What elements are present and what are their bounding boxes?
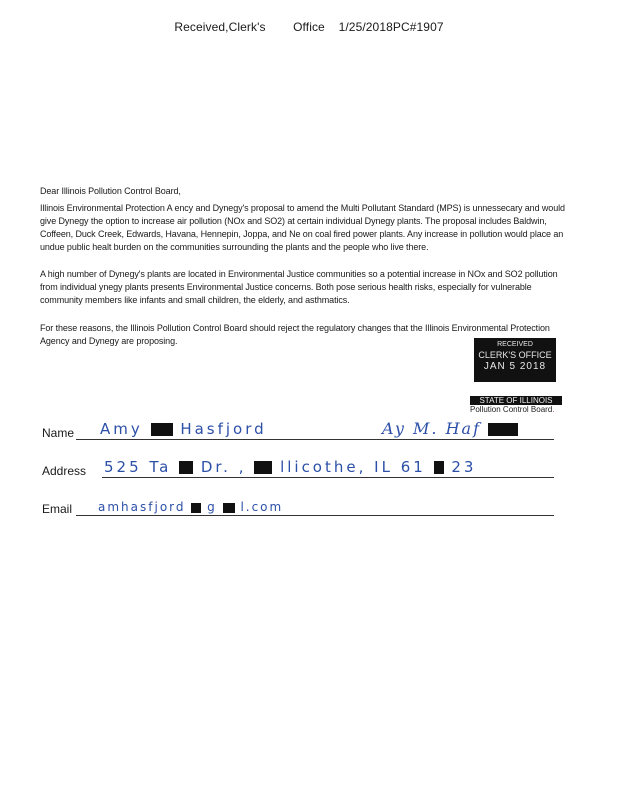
address-label: Address <box>42 464 87 478</box>
paragraph-2 <box>40 268 576 307</box>
paragraph-3-text: For these reasons, the Illinois Pollution Control Board should reject the regulatory changes that the Illinois Environmental Protection Agency and Dynegy are proposing. <box>40 323 550 346</box>
redaction <box>488 423 518 436</box>
stamp-received: RECEIVED <box>497 341 533 348</box>
paragraph-1-text: Illinois Environmental Protection A ency and Dynegy's proposal to amend the Multi Pollutant Standard (MPS) is unnessecary and would give Dynegy the option to increase air pollution (NOx and SO2) at certain individual Dynegy plants. The proposal includes Baldwin, Coffeen, Duck Creek, Edwards, Havana, Hennepin, Joppa, and Ne on coal fired power plants. Any increase in pollution would place an undue public healt burden on the communities surrounding the plants and the people who live there. <box>40 203 565 252</box>
redaction <box>191 503 201 513</box>
received-header <box>0 20 618 34</box>
stamp-state: STATE OF ILLINOIS <box>470 396 562 405</box>
state-stamp <box>470 396 562 414</box>
stamp-board-text: Pollution Control Board <box>470 405 553 414</box>
redaction <box>151 423 173 436</box>
received-text: Received,Clerk's <box>174 20 266 34</box>
salutation: Dear Illinois Pollution Control Board, <box>40 186 181 196</box>
name-field <box>42 414 562 442</box>
paragraph-1 <box>40 202 576 254</box>
address-part-b: Dr. , <box>200 458 247 476</box>
signature-text: Ay M. Haf <box>382 419 481 438</box>
paragraph-2-text: A high number of Dynegy's plants are located in Environmental Justice communities so a potential increase in NOx and SO2 pollution from individual ynegy plants presents Environmental Justice concerns. Both pose serious health risks, especially for vulnerable community members like infants and small children, the elderly, and asthmatics. <box>40 269 558 305</box>
address-line <box>102 477 554 478</box>
redaction <box>434 461 444 474</box>
clerk-office-stamp <box>474 338 556 382</box>
redaction <box>254 461 272 474</box>
email-part-c: l.com <box>240 500 284 514</box>
email-label: Email <box>42 502 73 516</box>
name-line <box>76 439 554 440</box>
stamp-date: JAN 5 2018 <box>483 361 547 372</box>
email-field <box>42 490 562 518</box>
email-part-a: amhasfjord <box>98 500 186 514</box>
pc-number: 1/25/2018PC#1907 <box>338 20 444 34</box>
address-part-a: 525 Ta <box>104 458 172 476</box>
address-field <box>42 452 562 480</box>
name-label: Name <box>42 426 75 440</box>
stamp-red-mark: . <box>552 405 555 414</box>
redaction <box>223 503 235 513</box>
email-line <box>76 515 554 516</box>
name-last: Hasfjord <box>180 420 267 438</box>
stamp-board <box>470 405 562 414</box>
email-part-b: g <box>207 500 217 514</box>
redaction <box>179 461 193 474</box>
name-first: Amy <box>100 420 143 438</box>
name-handwriting <box>100 420 267 438</box>
signature <box>382 419 518 438</box>
address-part-d: 23 <box>451 458 477 476</box>
email-handwriting <box>98 500 283 514</box>
address-part-c: llicothe, IL 61 <box>280 458 426 476</box>
address-handwriting <box>104 458 476 476</box>
office-text: Office <box>293 20 325 34</box>
stamp-clerk-office: CLERK'S OFFICE <box>478 350 552 360</box>
